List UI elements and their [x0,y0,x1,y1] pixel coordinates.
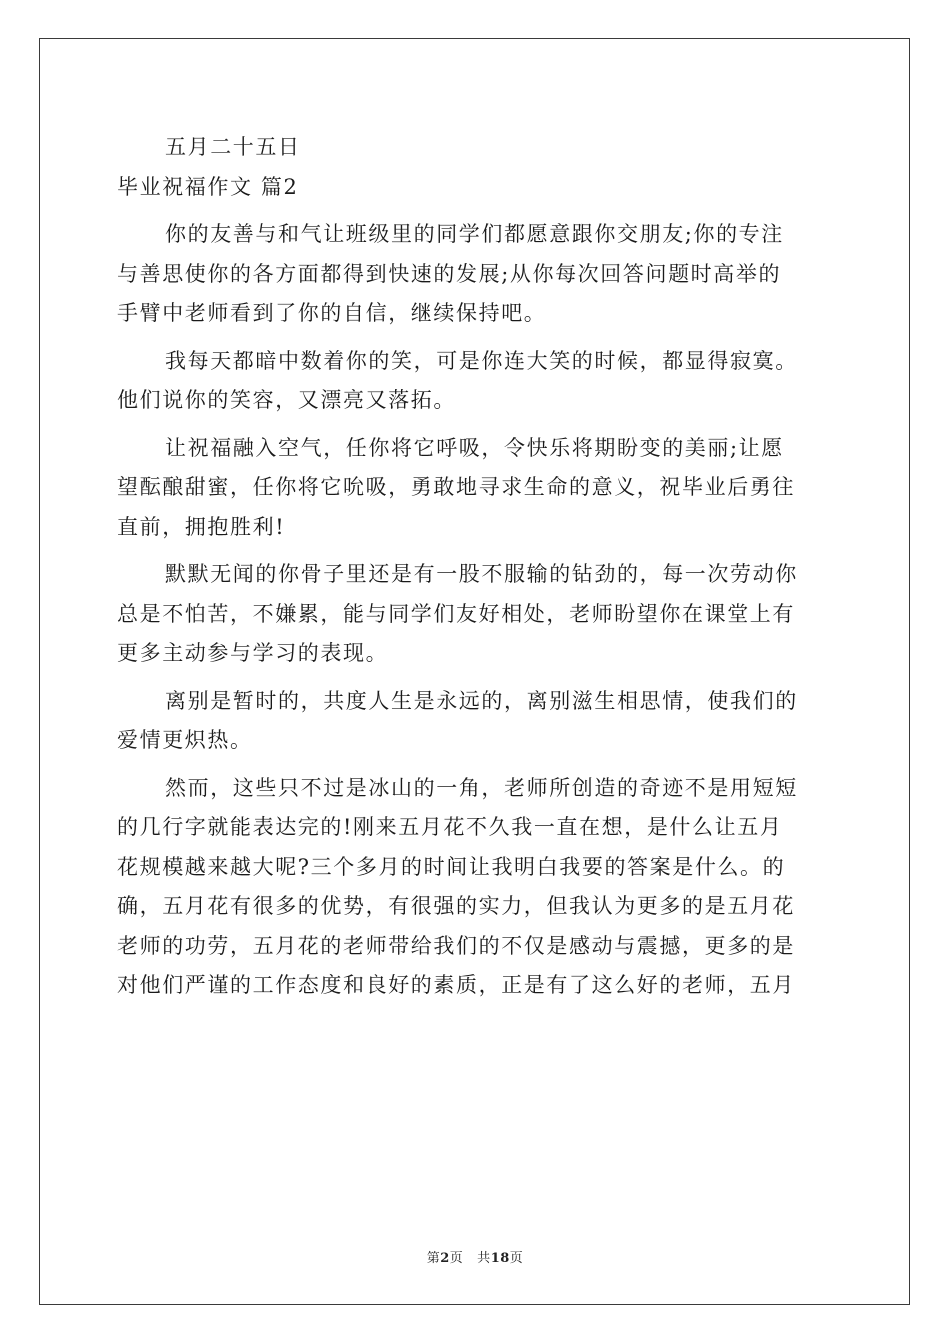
date-line: 五月二十五日 [165,135,301,159]
paragraph-line: 离别是暂时的，共度人生是永远的，离别滋生相思情，使我们的 [165,688,798,713]
paragraph-line: 然而，这些只不过是冰山的一角，老师所创造的奇迹不是用短短 [165,775,798,800]
paragraph-1 [117,215,837,334]
paragraph-line: 他们说你的笑容，又漂亮又落拓。 [117,388,456,412]
total-prefix: 共 [477,1251,491,1266]
paragraph-line: 更多主动参与学习的表现。 [117,641,389,665]
page-footer [0,1247,950,1266]
paragraph-line: 老师的功劳，五月花的老师带给我们的不仅是感动与震撼，更多的是 [117,933,795,958]
paragraph-line: 与善思使你的各方面都得到快速的发展;从你每次回答问题时高举的 [117,261,782,286]
total-suffix: 页 [509,1251,524,1266]
paragraph-line: 对他们严谨的工作态度和良好的素质，正是有了这么好的老师，五月 [117,973,795,997]
paragraph-line: 的几行字就能表达完的!刚来五月花不久我一直在想，是什么让五月 [117,815,783,839]
paragraph-5 [117,682,837,761]
paragraph-line: 总是不怕苦，不嫌累，能与同学们友好相处，老师盼望你在课堂上有 [117,601,795,626]
page-suffix: 页 [449,1251,464,1266]
page-prefix: 第 [426,1251,441,1266]
document-body [117,128,837,1006]
paragraph-6 [117,769,837,1006]
paragraph-line: 默默无闻的你骨子里还是有一股不服输的钻劲的，每一次劳动你 [165,562,798,586]
paragraph-4 [117,555,837,674]
paragraph-line: 确，五月花有很多的优势，有很强的实力，但我认为更多的是五月花 [117,894,795,918]
total-pages: 18 [490,1251,510,1266]
paragraph-line: 我每天都暗中数着你的笑，可是你连大笑的时候，都显得寂寞。 [165,348,798,373]
paragraph-line: 你的友善与和气让班级里的同学们都愿意跟你交朋友;你的专注 [165,222,784,246]
paragraph-line: 爱情更炽热。 [117,728,253,752]
paragraph-3 [117,429,837,548]
paragraph-line: 直前，拥抱胜利! [117,514,286,539]
paragraph-line: 让祝福融入空气，任你将它呼吸，令快乐将期盼变的美丽;让愿 [165,435,784,460]
article-heading: 毕业祝福作文 篇2 [117,174,299,199]
paragraph-line: 花规模越来越大呢?三个多月的时间让我明白我要的答案是什么。的 [117,854,786,879]
paragraph-2 [117,342,837,421]
page-number: 2 [440,1251,450,1266]
paragraph-line: 手臂中老师看到了你的自信，继续保持吧。 [117,301,547,325]
paragraph-line: 望酝酿甜蜜，任你将它吮吸，勇敢地寻求生命的意义，祝毕业后勇往 [117,475,795,499]
